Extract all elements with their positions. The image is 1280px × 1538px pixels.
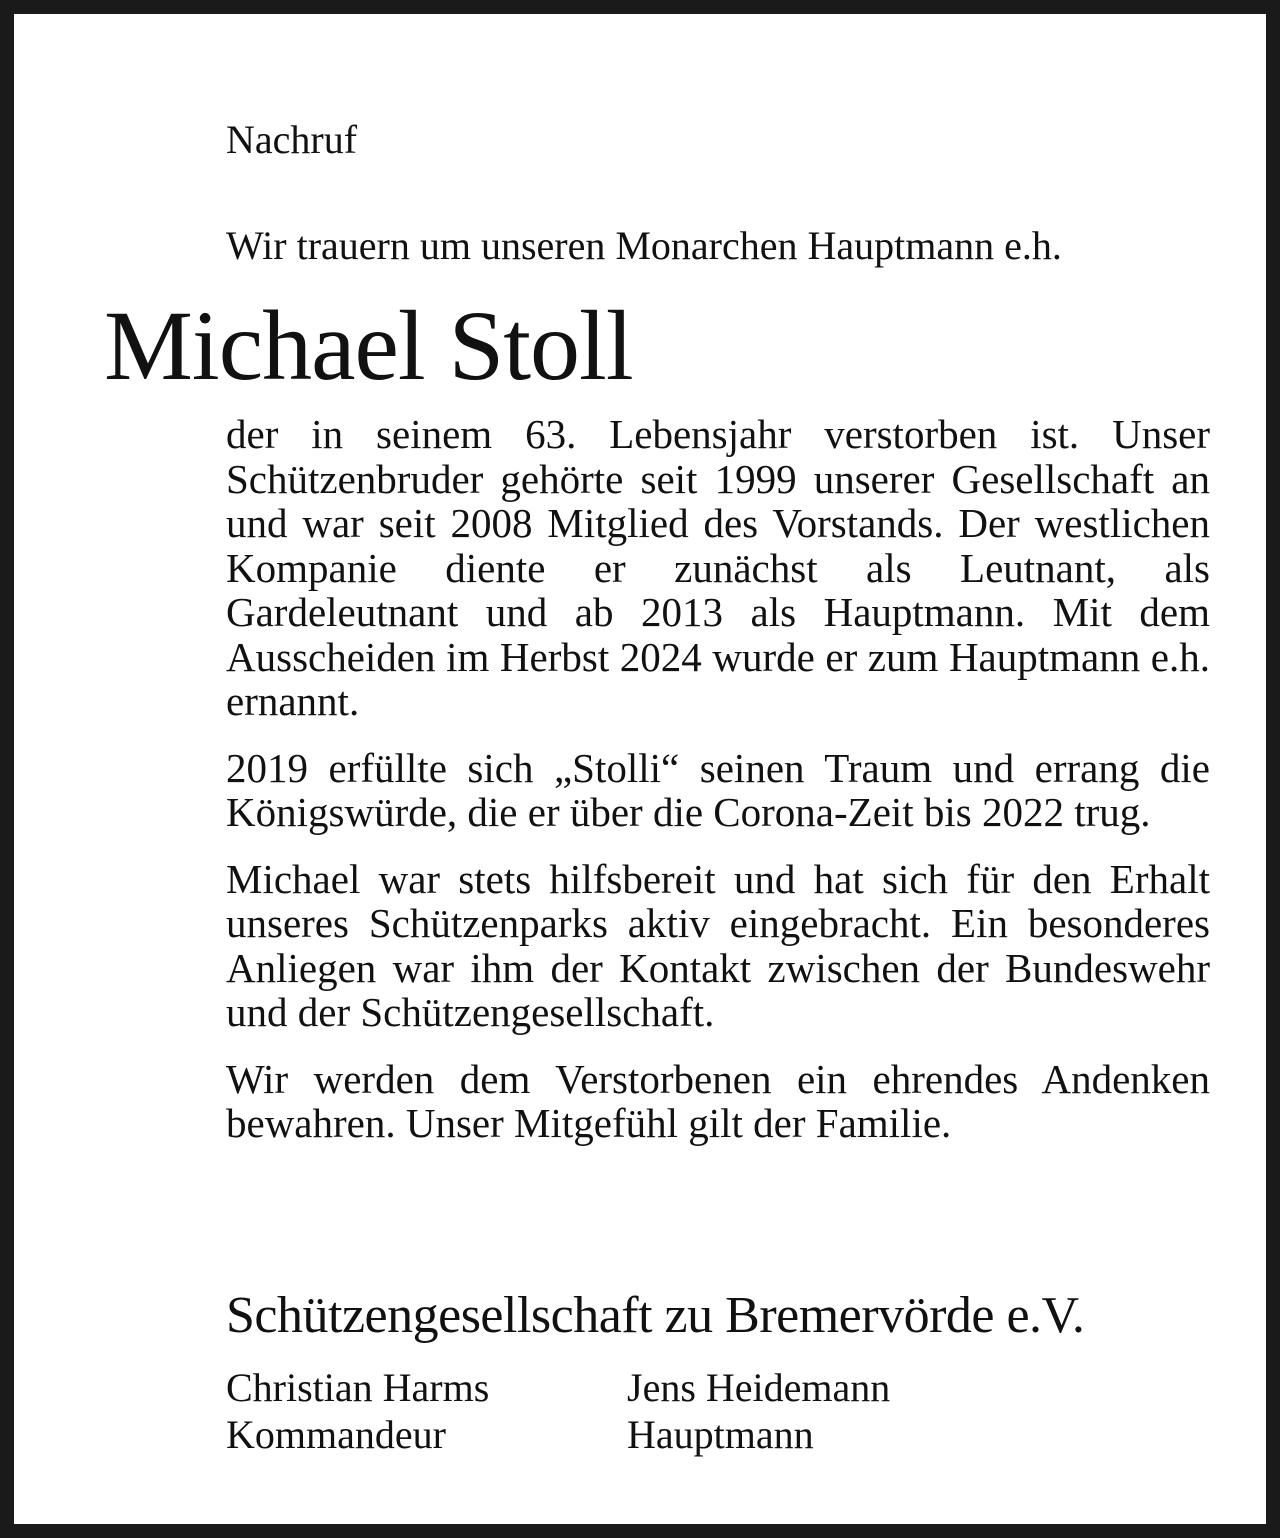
signer-role: Hauptmann bbox=[627, 1412, 814, 1457]
signer-block bbox=[226, 1364, 489, 1458]
signer-name: Christian Harms bbox=[226, 1365, 490, 1410]
organization-name: Schützengesellschaft zu Bremervörde e.V. bbox=[226, 1287, 1085, 1344]
signer-role: Kommandeur bbox=[226, 1412, 446, 1457]
intro-line: Wir trauern um unseren Monarchen Hauptmann e.h. bbox=[226, 223, 1062, 268]
body-paragraph: Michael war stets hilfsbereit und hat sich für den Erhalt unseres Schützenparks aktiv eingebracht. Ein besonderes Anliegen war ihm der Kontakt zwischen der Bundeswehr und der Schützengesellschaft. bbox=[226, 855, 1210, 1035]
body-paragraph: der in seinem 63. Lebensjahr verstorben ist. Unser Schützenbruder gehörte seit 1999 unserer Gesellschaft an und war seit 2008 Mitglied des Vorstands. Der westlichen Kompanie diente er zunächst als Leutnant, als Gardeleutnant und ab 2013 als Hauptmann. Mit dem Ausscheiden im Herbst 2024 wurde er zum Hauptmann e.h. ernannt. bbox=[226, 411, 1210, 724]
body-paragraph: Wir werden dem Verstorbenen ein ehrendes Andenken bewahren. Unser Mitgefühl gilt der Familie. bbox=[226, 1055, 1210, 1146]
signer-name: Jens Heidemann bbox=[627, 1365, 891, 1410]
deceased-name: Michael Stoll bbox=[104, 290, 633, 401]
obituary-body bbox=[226, 412, 1210, 1168]
body-paragraph: 2019 erfüllte sich „Stolli“ seinen Traum und errang die Königswürde, die er über die Corona-Zeit bis 2022 trug. bbox=[226, 744, 1210, 835]
signer-block bbox=[627, 1364, 890, 1458]
obituary-heading: Nachruf bbox=[226, 117, 358, 162]
